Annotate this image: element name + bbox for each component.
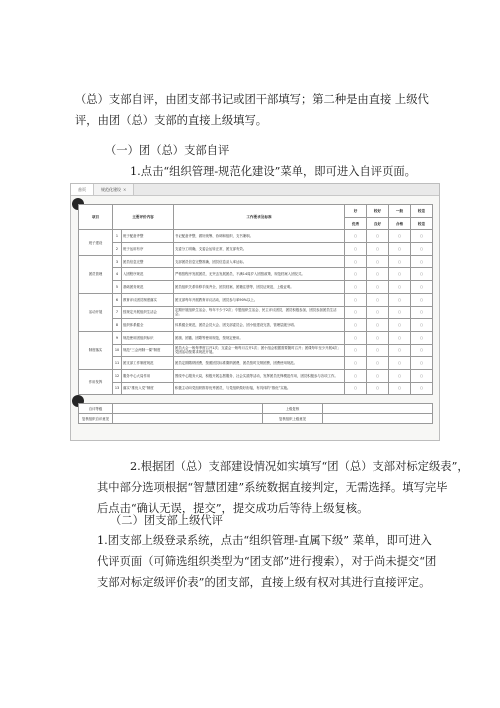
footer-table (78, 403, 433, 424)
row-number: 3 (113, 255, 122, 268)
grade-radio[interactable]: ○ (411, 357, 433, 370)
row-number: 1 (113, 230, 122, 243)
step-3-line-2: 代评页面（可筛选组织类型为“团支部”进行搜索），对于尚未提交“团 (97, 555, 437, 568)
grade-radio[interactable]: ○ (411, 268, 433, 281)
grade-radio[interactable]: ○ (345, 243, 367, 256)
tab-bar (71, 184, 439, 196)
evaluation-content: 落实“推优入党”制度 (122, 382, 174, 395)
requirement-standard: 团员定期缴纳团费，按照团员标准缴纳团费，团员按时交纳团费，团费使用规范。 (174, 357, 345, 370)
superior-review-label: 上级复核 (263, 404, 323, 414)
step-2-line-3: 后点击“确认无误，提交”，提交成功后等待上级复核。 (97, 502, 369, 515)
grade-radio[interactable]: ○ (345, 268, 367, 281)
row-number: 13 (113, 382, 122, 395)
requirement-standard: 定期开展组织生活会、每年不少于2次；专题组织生活会、民主评议团员，团员积极参加，团员参加团员生活会。 (174, 306, 345, 319)
row-number: 9 (113, 331, 122, 344)
grade-radio[interactable]: ○ (367, 319, 389, 332)
requirement-standard: 支部团员信息完整准确，团员信息录入率达标。 (174, 255, 345, 268)
grade-radio[interactable]: ○ (411, 293, 433, 306)
row-number: 5 (113, 281, 122, 294)
grade-radio[interactable]: ○ (389, 344, 411, 357)
grade-subheader: 合格 (389, 217, 411, 230)
grade-radio[interactable]: ○ (345, 319, 367, 332)
row-number: 11 (113, 357, 122, 370)
evaluation-content: 团员信息完整 (122, 255, 174, 268)
table-row (79, 319, 433, 332)
grade-header: 好 (345, 205, 367, 218)
grade-radio[interactable]: ○ (345, 293, 367, 306)
grade-radio[interactable]: ○ (345, 369, 367, 382)
row-number: 7 (113, 306, 122, 319)
evaluation-content: 规范使用团组织标识 (122, 331, 174, 344)
grade-subheader: 良好 (367, 217, 389, 230)
table-row (79, 331, 433, 344)
intro-line-1: （总）支部自评，由团支部书记或团干部填写；第二种是由直接 上级代 (75, 93, 429, 106)
section-heading-superior-eval: （二）团支部上级代评 (110, 514, 223, 527)
evaluation-content: 服务中心大局作用 (122, 369, 174, 382)
category-cell: 作用发挥 (79, 369, 113, 394)
table-row (79, 243, 433, 256)
requirement-standard: 围绕中心服务大局，积极开展志愿服务、社会实践等活动，发挥团员先锋模范作用，团员积极参与各项工作。 (174, 369, 345, 382)
grade-radio[interactable]: ○ (367, 306, 389, 319)
table-row (79, 382, 433, 395)
tab-standardization[interactable] (94, 184, 134, 195)
requirement-standard: 积极主动向党组织推荐优秀团员，与党组织做好衔接，有具体的“推优”实施。 (174, 382, 345, 395)
grade-radio[interactable]: ○ (367, 281, 389, 294)
self-opinion-label: 复核组织自评意见 (79, 414, 113, 424)
tab-standardization-label: 规范化建设 (101, 187, 121, 192)
evaluation-content: 教育评议团员制度落实 (122, 293, 174, 306)
requirement-standard: 团支部每年开展教育评议活动，团员参与率90%以上。 (174, 293, 345, 306)
grade-radio[interactable]: ○ (411, 281, 433, 294)
grade-subheader: 较差 (411, 217, 433, 230)
requirement-standard: 严格按程序发展团员，无突击发展团员，不满14周岁入团按政策，规范档案入团仪式。 (174, 268, 345, 281)
col-header-content: 主要评价内容 (113, 205, 174, 230)
grade-radio[interactable]: ○ (389, 243, 411, 256)
intro-line-2: 评，由团（总）支部的直接上级填写。 (75, 114, 268, 127)
step-2-line-1: 2.根据团（总）支部建设情况如实填写“团（总）支部对标定级表”， (130, 460, 469, 473)
embedded-app-screenshot (70, 183, 440, 441)
requirement-standard: 团旗、团徽、团歌等使用规范，按规定使用。 (174, 331, 345, 344)
grade-radio[interactable]: ○ (367, 243, 389, 256)
row-number: 12 (113, 369, 122, 382)
requirement-standard: 体系健全规范，团员会员大会、团支部委员会、团小组建设完善，管理层级分明。 (174, 319, 345, 332)
table-row (79, 293, 433, 306)
category-cell: 班子建设 (79, 230, 113, 255)
table-row (79, 357, 433, 370)
requirement-standard: 团员大会一般每季度召开1次；支委会一般每月召开1次；团小组会根据需要随时召开；团课每年至少开展4次；党团活动按要求规范开展。 (174, 344, 345, 357)
grade-radio[interactable]: ○ (389, 230, 411, 243)
grade-radio[interactable]: ○ (411, 369, 433, 382)
grade-radio[interactable]: ○ (367, 331, 389, 344)
grade-radio[interactable]: ○ (367, 293, 389, 306)
grade-radio[interactable]: ○ (411, 255, 433, 268)
grade-header: 较好 (367, 205, 389, 218)
evaluation-content: 基础团务规范 (122, 281, 174, 294)
evaluation-content: 规范“三会两制一课”制度 (122, 344, 174, 357)
grade-radio[interactable]: ○ (389, 369, 411, 382)
row-number: 4 (113, 268, 122, 281)
grade-radio[interactable]: ○ (367, 357, 389, 370)
grade-radio[interactable]: ○ (389, 382, 411, 395)
grade-radio[interactable]: ○ (345, 230, 367, 243)
category-cell: 制度落实 (79, 331, 113, 369)
row-number: 10 (113, 344, 122, 357)
grade-radio[interactable]: ○ (345, 255, 367, 268)
close-icon[interactable]: × (123, 187, 127, 192)
self-grade-value (113, 404, 263, 414)
evaluation-content: 团支部工作制度规范 (122, 357, 174, 370)
row-number: 2 (113, 243, 122, 256)
grade-radio[interactable]: ○ (389, 306, 411, 319)
grade-radio[interactable]: ○ (367, 255, 389, 268)
grade-radio[interactable]: ○ (367, 369, 389, 382)
grade-radio[interactable]: ○ (367, 268, 389, 281)
grade-radio[interactable]: ○ (411, 319, 433, 332)
table-row (79, 369, 433, 382)
evaluation-content: 按规定开展组织生活会 (122, 306, 174, 319)
requirement-standard: 书记配备齐整，做好统筹、协调和组织、支书兼职。 (174, 230, 345, 243)
grade-radio[interactable]: ○ (345, 306, 367, 319)
category-cell: 团员管理 (79, 255, 113, 293)
superior-opinion-label: 复核组织上级意见 (263, 414, 323, 424)
self-opinion-value (113, 414, 263, 424)
evaluation-content: 班子配备齐整 (122, 230, 174, 243)
table-row (79, 344, 433, 357)
step-1-text: 1.点击“组织管理-规范化建设”菜单，即可进入自评页面。 (130, 165, 416, 178)
grade-radio[interactable]: ○ (367, 382, 389, 395)
table-row (79, 268, 433, 281)
evaluation-content: 入团程序规范 (122, 268, 174, 281)
grade-radio[interactable]: ○ (411, 382, 433, 395)
grade-radio[interactable]: ○ (411, 331, 433, 344)
self-grade-label: 自评等级 (79, 404, 113, 414)
requirement-standard: 团员组织关系转移手续齐全，团员档案、团籍注册等，团员证规范，上级证明。 (174, 281, 345, 294)
grade-radio[interactable]: ○ (345, 344, 367, 357)
grade-radio[interactable]: ○ (411, 344, 433, 357)
tab-home[interactable]: 首页 (71, 184, 94, 195)
step-2-line-2: 其中部分选项根据“智慧团建”系统数据直接判定，无需选择。填写完毕 (97, 481, 448, 494)
grade-radio[interactable]: ○ (389, 293, 411, 306)
requirement-standard: 支委分工明确，支委会运转正常，团支部有效。 (174, 243, 345, 256)
grade-header: 一般 (389, 205, 411, 218)
grade-radio[interactable]: ○ (411, 306, 433, 319)
grade-radio[interactable]: ○ (411, 243, 433, 256)
col-header-item: 项目 (79, 205, 113, 230)
grade-radio[interactable]: ○ (389, 281, 411, 294)
category-cell: 活动开展 (79, 293, 113, 331)
step-3-line-3: 支部对标定级评价表”的团支部，直接上级有权对其进行直接评定。 (97, 576, 431, 589)
grade-radio[interactable]: ○ (389, 255, 411, 268)
superior-review-value (323, 404, 433, 414)
grade-radio[interactable]: ○ (411, 230, 433, 243)
table-row (79, 281, 433, 294)
grade-subheader: 优秀 (345, 217, 367, 230)
superior-opinion-value (323, 414, 433, 424)
grade-radio[interactable]: ○ (345, 382, 367, 395)
grade-radio[interactable]: ○ (345, 357, 367, 370)
evaluation-table (78, 204, 433, 395)
table-row (79, 306, 433, 319)
col-header-standard: 工作要求及标准 (174, 205, 345, 230)
grade-radio[interactable]: ○ (389, 331, 411, 344)
row-number: 8 (113, 319, 122, 332)
table-row (79, 255, 433, 268)
grade-radio[interactable]: ○ (345, 281, 367, 294)
grade-radio[interactable]: ○ (367, 230, 389, 243)
grade-radio[interactable]: ○ (389, 357, 411, 370)
grade-radio[interactable]: ○ (389, 268, 411, 281)
section-heading-self-eval: （一）团（总）支部自评 (105, 144, 230, 157)
grade-radio[interactable]: ○ (389, 319, 411, 332)
grade-header: 较差 (411, 205, 433, 218)
step-3-line-1: 1.团支部上级登录系统，点击“组织管理-直属下级” 菜单，即可进入 (97, 534, 432, 547)
evaluation-content: 组织体系健全 (122, 319, 174, 332)
grade-radio[interactable]: ○ (345, 331, 367, 344)
evaluation-content: 班子运用有序 (122, 243, 174, 256)
row-number: 6 (113, 293, 122, 306)
table-row (79, 230, 433, 243)
grade-radio[interactable]: ○ (367, 344, 389, 357)
